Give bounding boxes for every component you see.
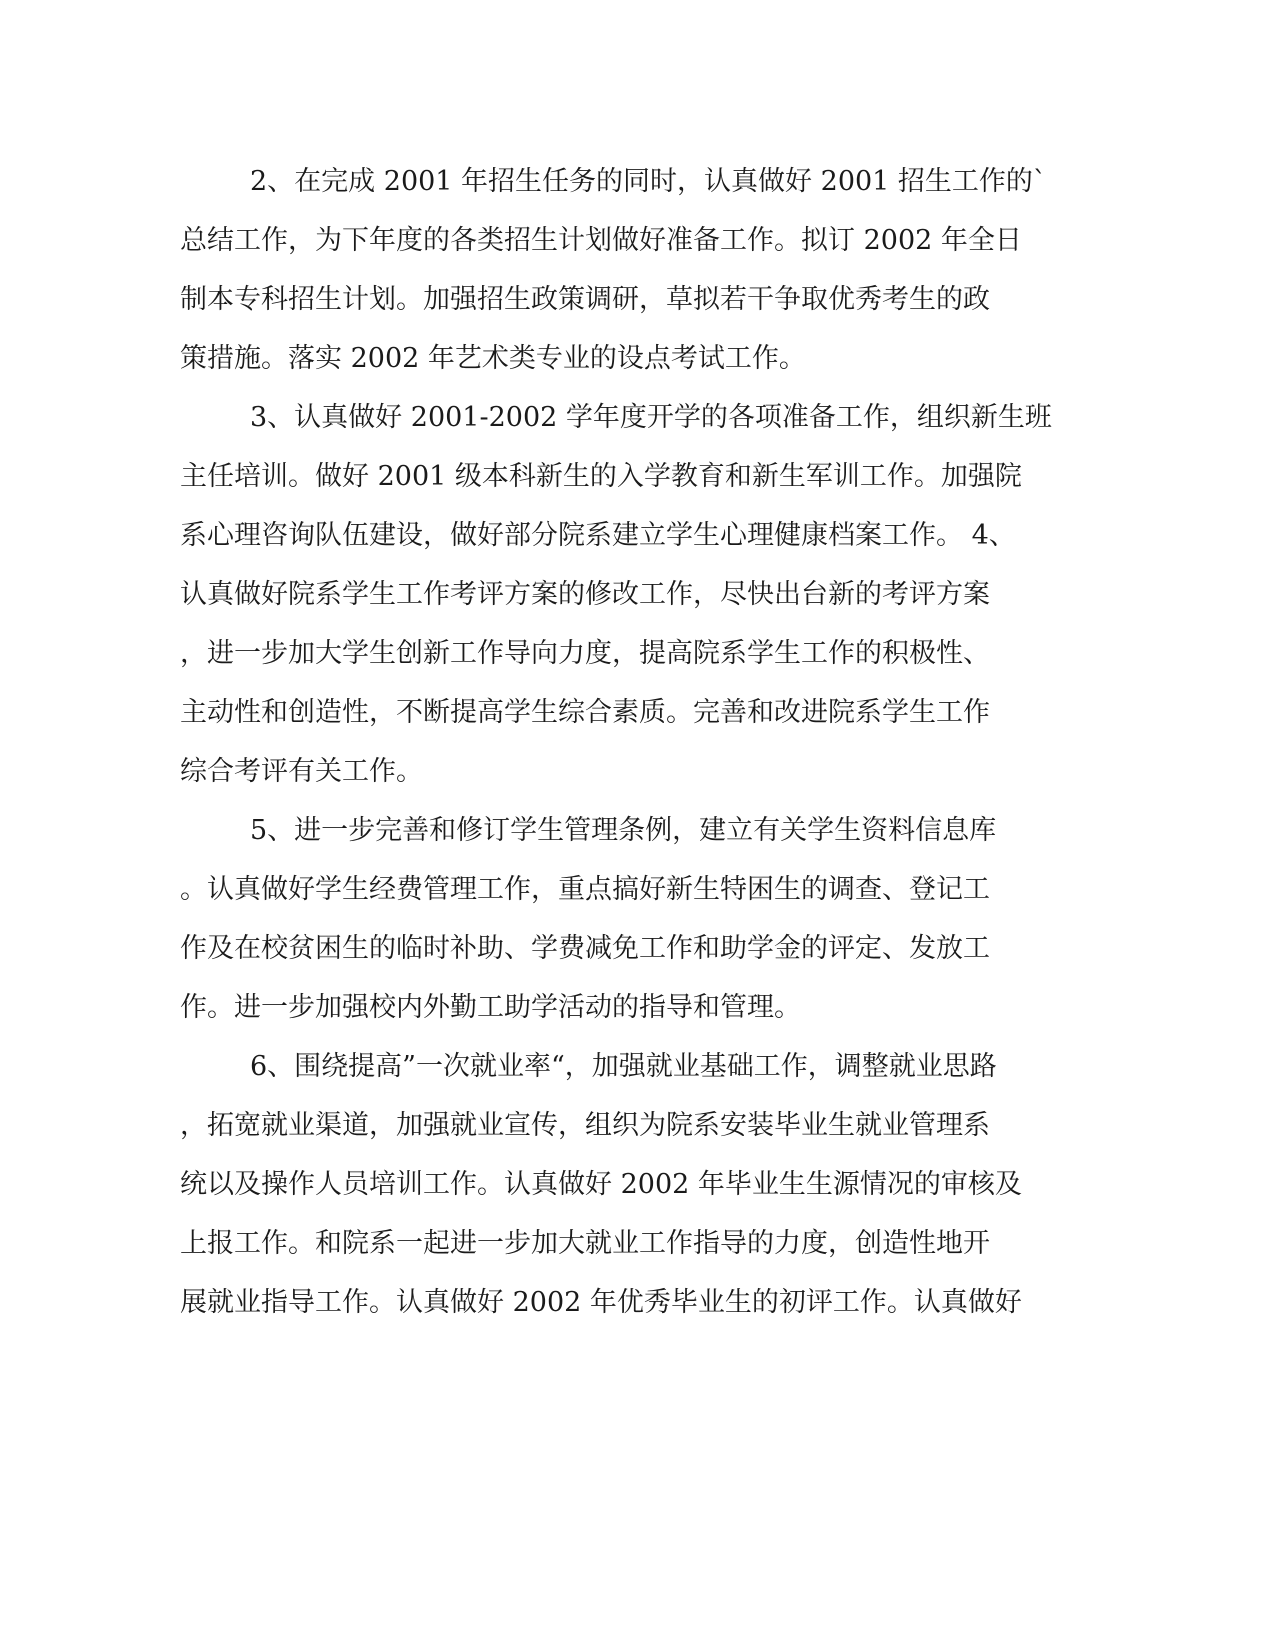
text-line: ，拓宽就业渠道，加强就业宣传，组织为院系安装毕业生就业管理系	[180, 1110, 990, 1141]
text-line: 综合考评有关工作。	[180, 756, 423, 787]
text-line: 5、进一步完善和修订学生管理条例，建立有关学生资料信息库	[250, 815, 997, 846]
text-line: 策措施。落实 2002 年艺术类专业的设点考试工作。	[180, 343, 806, 374]
text-line: 认真做好院系学生工作考评方案的修改工作，尽快出台新的考评方案	[180, 579, 990, 610]
text-line: 系心理咨询队伍建设，做好部分院系建立学生心理健康档案工作。 4、	[180, 520, 1016, 551]
text-line: 上报工作。和院系一起进一步加大就业工作指导的力度，创造性地开	[180, 1228, 990, 1259]
text-line: 3、认真做好 2001-2002 学年度开学的各项准备工作，组织新生班	[250, 402, 1052, 433]
text-line: 总结工作，为下年度的各类招生计划做好准备工作。拟订 2002 年全日	[180, 225, 1022, 256]
text-line: 统以及操作人员培训工作。认真做好 2002 年毕业生生源情况的审核及	[180, 1169, 1022, 1200]
text-line: 主动性和创造性，不断提高学生综合素质。完善和改进院系学生工作	[180, 697, 990, 728]
text-line: 。认真做好学生经费管理工作，重点搞好新生特困生的调查、登记工	[180, 874, 990, 905]
text-line: 2、在完成 2001 年招生任务的同时，认真做好 2001 招生工作的`	[250, 166, 1047, 197]
text-line: 主任培训。做好 2001 级本科新生的入学教育和新生军训工作。加强院	[180, 461, 1022, 492]
text-line: ，进一步加大学生创新工作导向力度，提高院系学生工作的积极性、	[180, 638, 990, 669]
text-line: 制本专科招生计划。加强招生政策调研，草拟若干争取优秀考生的政	[180, 284, 990, 315]
text-line: 作及在校贫困生的临时补助、学费减免工作和助学金的评定、发放工	[180, 933, 990, 964]
text-line: 6、围绕提高”一次就业率“，加强就业基础工作，调整就业思路	[250, 1051, 997, 1082]
text-line: 展就业指导工作。认真做好 2002 年优秀毕业生的初评工作。认真做好	[180, 1287, 1022, 1318]
text-line: 作。进一步加强校内外勤工助学活动的指导和管理。	[180, 992, 801, 1023]
